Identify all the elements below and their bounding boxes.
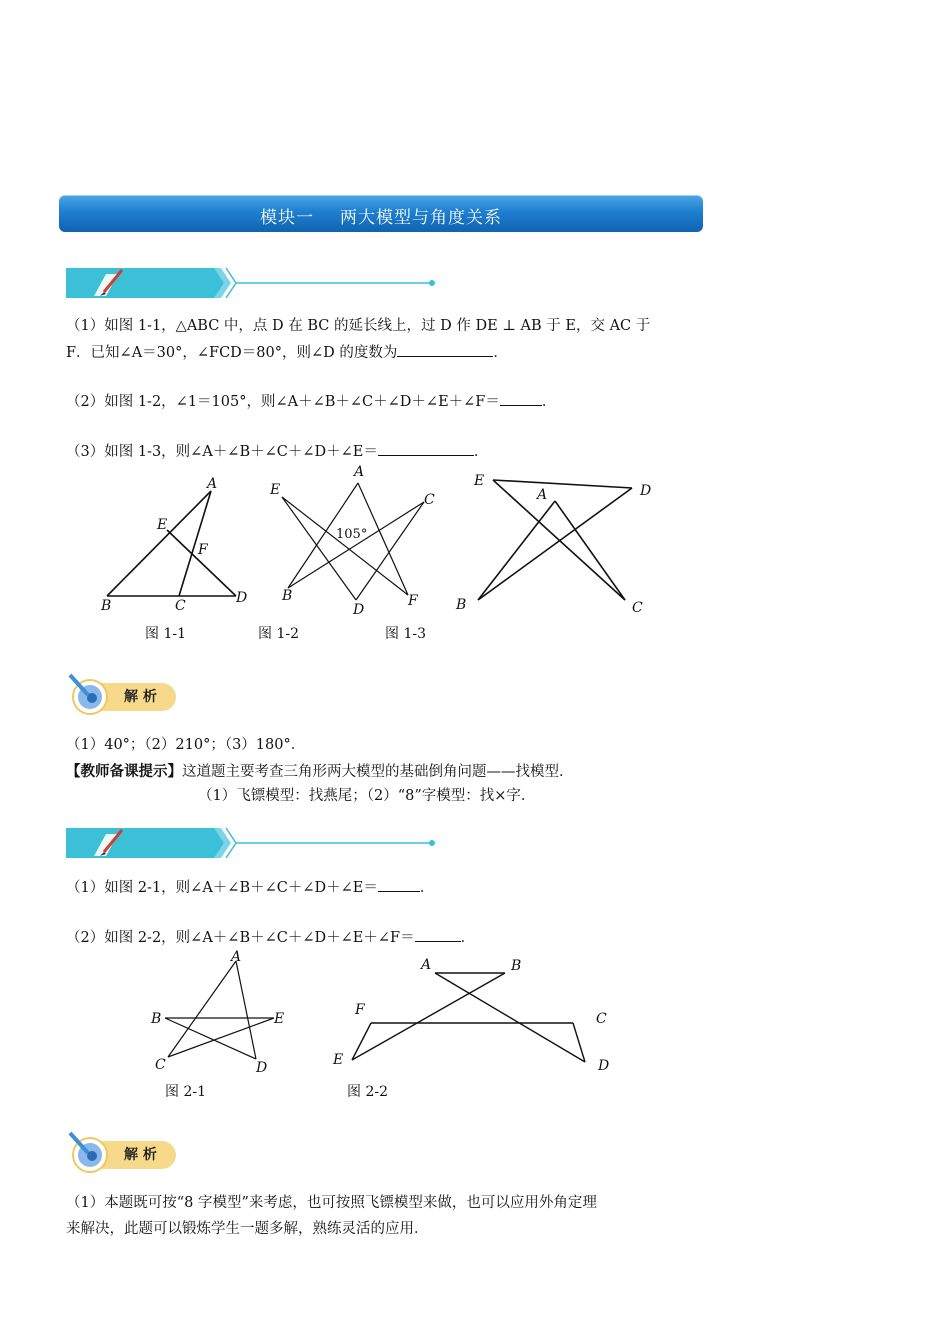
q1-answer-blank[interactable] <box>397 342 493 357</box>
module-banner <box>59 195 703 232</box>
fig1c-segment-ed <box>493 480 632 488</box>
fig2b-label-f: F <box>355 1002 365 1018</box>
fig2a-segment-ac <box>168 961 236 1057</box>
q1-line2-end: ． <box>493 345 508 361</box>
q2-part2-end: ． <box>460 930 476 946</box>
fig2a-label-d: D <box>256 1060 268 1076</box>
q1-line2-text: F．已知∠A＝30°，∠FCD＝80°，则∠D 的度数为 <box>66 345 398 361</box>
fig1c-segment-db <box>478 488 632 600</box>
fig1c-caption: 图 1-3 <box>385 626 426 642</box>
figure-1-1 <box>95 474 260 649</box>
fig1c-label-a: A <box>537 487 548 503</box>
fig1a-segment-ed <box>167 530 236 596</box>
fig2a-label-c: C <box>155 1057 166 1073</box>
ans2-line1: （1）本题既可按“8 字模型”来考虑，也可按照飞镖模型来做，也可以应用外角定理 <box>66 1195 597 1211</box>
figure-2-2 <box>325 950 625 1104</box>
fig1a-label-e: E <box>157 517 168 533</box>
fig1b-caption: 图 1-2 <box>258 626 299 642</box>
fig1b-label-d: D <box>353 602 365 618</box>
q2-part2-blank[interactable] <box>415 927 461 942</box>
fig2a-label-e: E <box>274 1011 285 1027</box>
fig1a-caption: 图 1-1 <box>145 626 186 642</box>
q1-part3-blank[interactable] <box>378 441 474 456</box>
fig2a-segment-ad <box>236 961 256 1059</box>
q2-part1 <box>66 877 434 898</box>
analysis-badge-label: 解 析 <box>124 689 157 705</box>
fig2b-label-d: D <box>598 1058 610 1074</box>
fig2b-label-b: B <box>511 958 522 974</box>
fig1a-label-f: F <box>198 542 208 558</box>
analysis-badge-label: 解 析 <box>124 1147 157 1163</box>
ans2-line2: 来解决，此题可以锻炼学生一题多解，熟练灵活的应用． <box>66 1221 429 1237</box>
fig1c-label-c: C <box>632 600 643 616</box>
fig2a-label-b: B <box>151 1011 162 1027</box>
q1-part3-end: ． <box>473 444 489 460</box>
q2-part2-text: （2）如图 2-2，则∠A＋∠B＋∠C＋∠D＋∠E＋∠F＝ <box>66 930 415 946</box>
module-name: 两大模型与角度关系 <box>340 208 502 228</box>
example-ribbon-icon <box>66 826 446 860</box>
q1-part2-text: （2）如图 1-2，∠1＝105°，则∠A＋∠B＋∠C＋∠D＋∠E＋∠F＝ <box>66 394 500 410</box>
q1-part2-end: ． <box>541 394 557 410</box>
q1-part2 <box>66 391 556 412</box>
fig1b-label-f: F <box>408 593 418 609</box>
fig1b-angle-label: 105° <box>336 527 368 542</box>
fig1c-label-e: E <box>474 473 485 489</box>
fig2b-segment-be <box>352 973 505 1060</box>
ans1-tip-line2: （1）飞镖模型：找燕尾；（2）“8”字模型：找×字． <box>198 788 536 804</box>
q1-line2 <box>66 342 508 363</box>
example-ribbon-icon <box>66 266 446 300</box>
fig1b-label-b: B <box>282 588 293 604</box>
ans1-result: （1）40°；（2）210°；（3）180°． <box>66 737 306 753</box>
fig1a-label-a: A <box>207 476 218 492</box>
fig2b-label-c: C <box>596 1011 607 1027</box>
ans1-tip-text: 这道题主要考查三角形两大模型的基础倒角问题——找模型． <box>182 764 574 780</box>
fig1b-label-c: C <box>424 492 435 508</box>
module-number: 模块一 <box>260 208 314 228</box>
fig1c-segment-ac <box>555 501 625 600</box>
fig1b-label-a: A <box>354 464 365 480</box>
fig2a-label-a: A <box>231 949 242 965</box>
ans1-tip-title: 【教师备课提示】 <box>66 763 182 780</box>
q1-part2-blank[interactable] <box>500 391 542 406</box>
fig2b-label-e: E <box>333 1052 344 1068</box>
fig2b-label-a: A <box>421 957 432 973</box>
figure-1-3 <box>380 466 670 650</box>
fig2b-segment-ad <box>435 973 585 1062</box>
fig1a-label-b: B <box>101 598 112 614</box>
fig1c-label-d: D <box>640 483 652 499</box>
q1-line1: （1）如图 1-1，△ABC 中，点 D 在 BC 的延长线上，过 D 作 DE ⊥ AB 于 E，交 AC 于 <box>66 318 651 334</box>
fig2a-caption: 图 2-1 <box>165 1084 206 1100</box>
q2-part1-blank[interactable] <box>378 877 420 892</box>
fig1c-segment-ba <box>478 501 555 600</box>
fig2b-caption: 图 2-2 <box>347 1084 388 1100</box>
q1-part3-text: （3）如图 1-3，则∠A＋∠B＋∠C＋∠D＋∠E＝ <box>66 444 378 460</box>
fig1a-label-c: C <box>175 598 186 614</box>
fig1c-segment-ec <box>493 480 625 600</box>
q1-part3 <box>66 441 488 462</box>
fig2a-segment-ce <box>168 1018 274 1057</box>
fig1c-label-b: B <box>456 597 467 613</box>
ans1-tip <box>66 762 574 782</box>
figure-2-1 <box>145 944 305 1104</box>
q2-part1-end: ． <box>419 880 435 896</box>
fig1b-label-e: E <box>270 482 281 498</box>
module-title <box>59 203 703 228</box>
q2-part1-text: （1）如图 2-1，则∠A＋∠B＋∠C＋∠D＋∠E＝ <box>66 880 378 896</box>
fig1a-label-d: D <box>236 590 248 606</box>
